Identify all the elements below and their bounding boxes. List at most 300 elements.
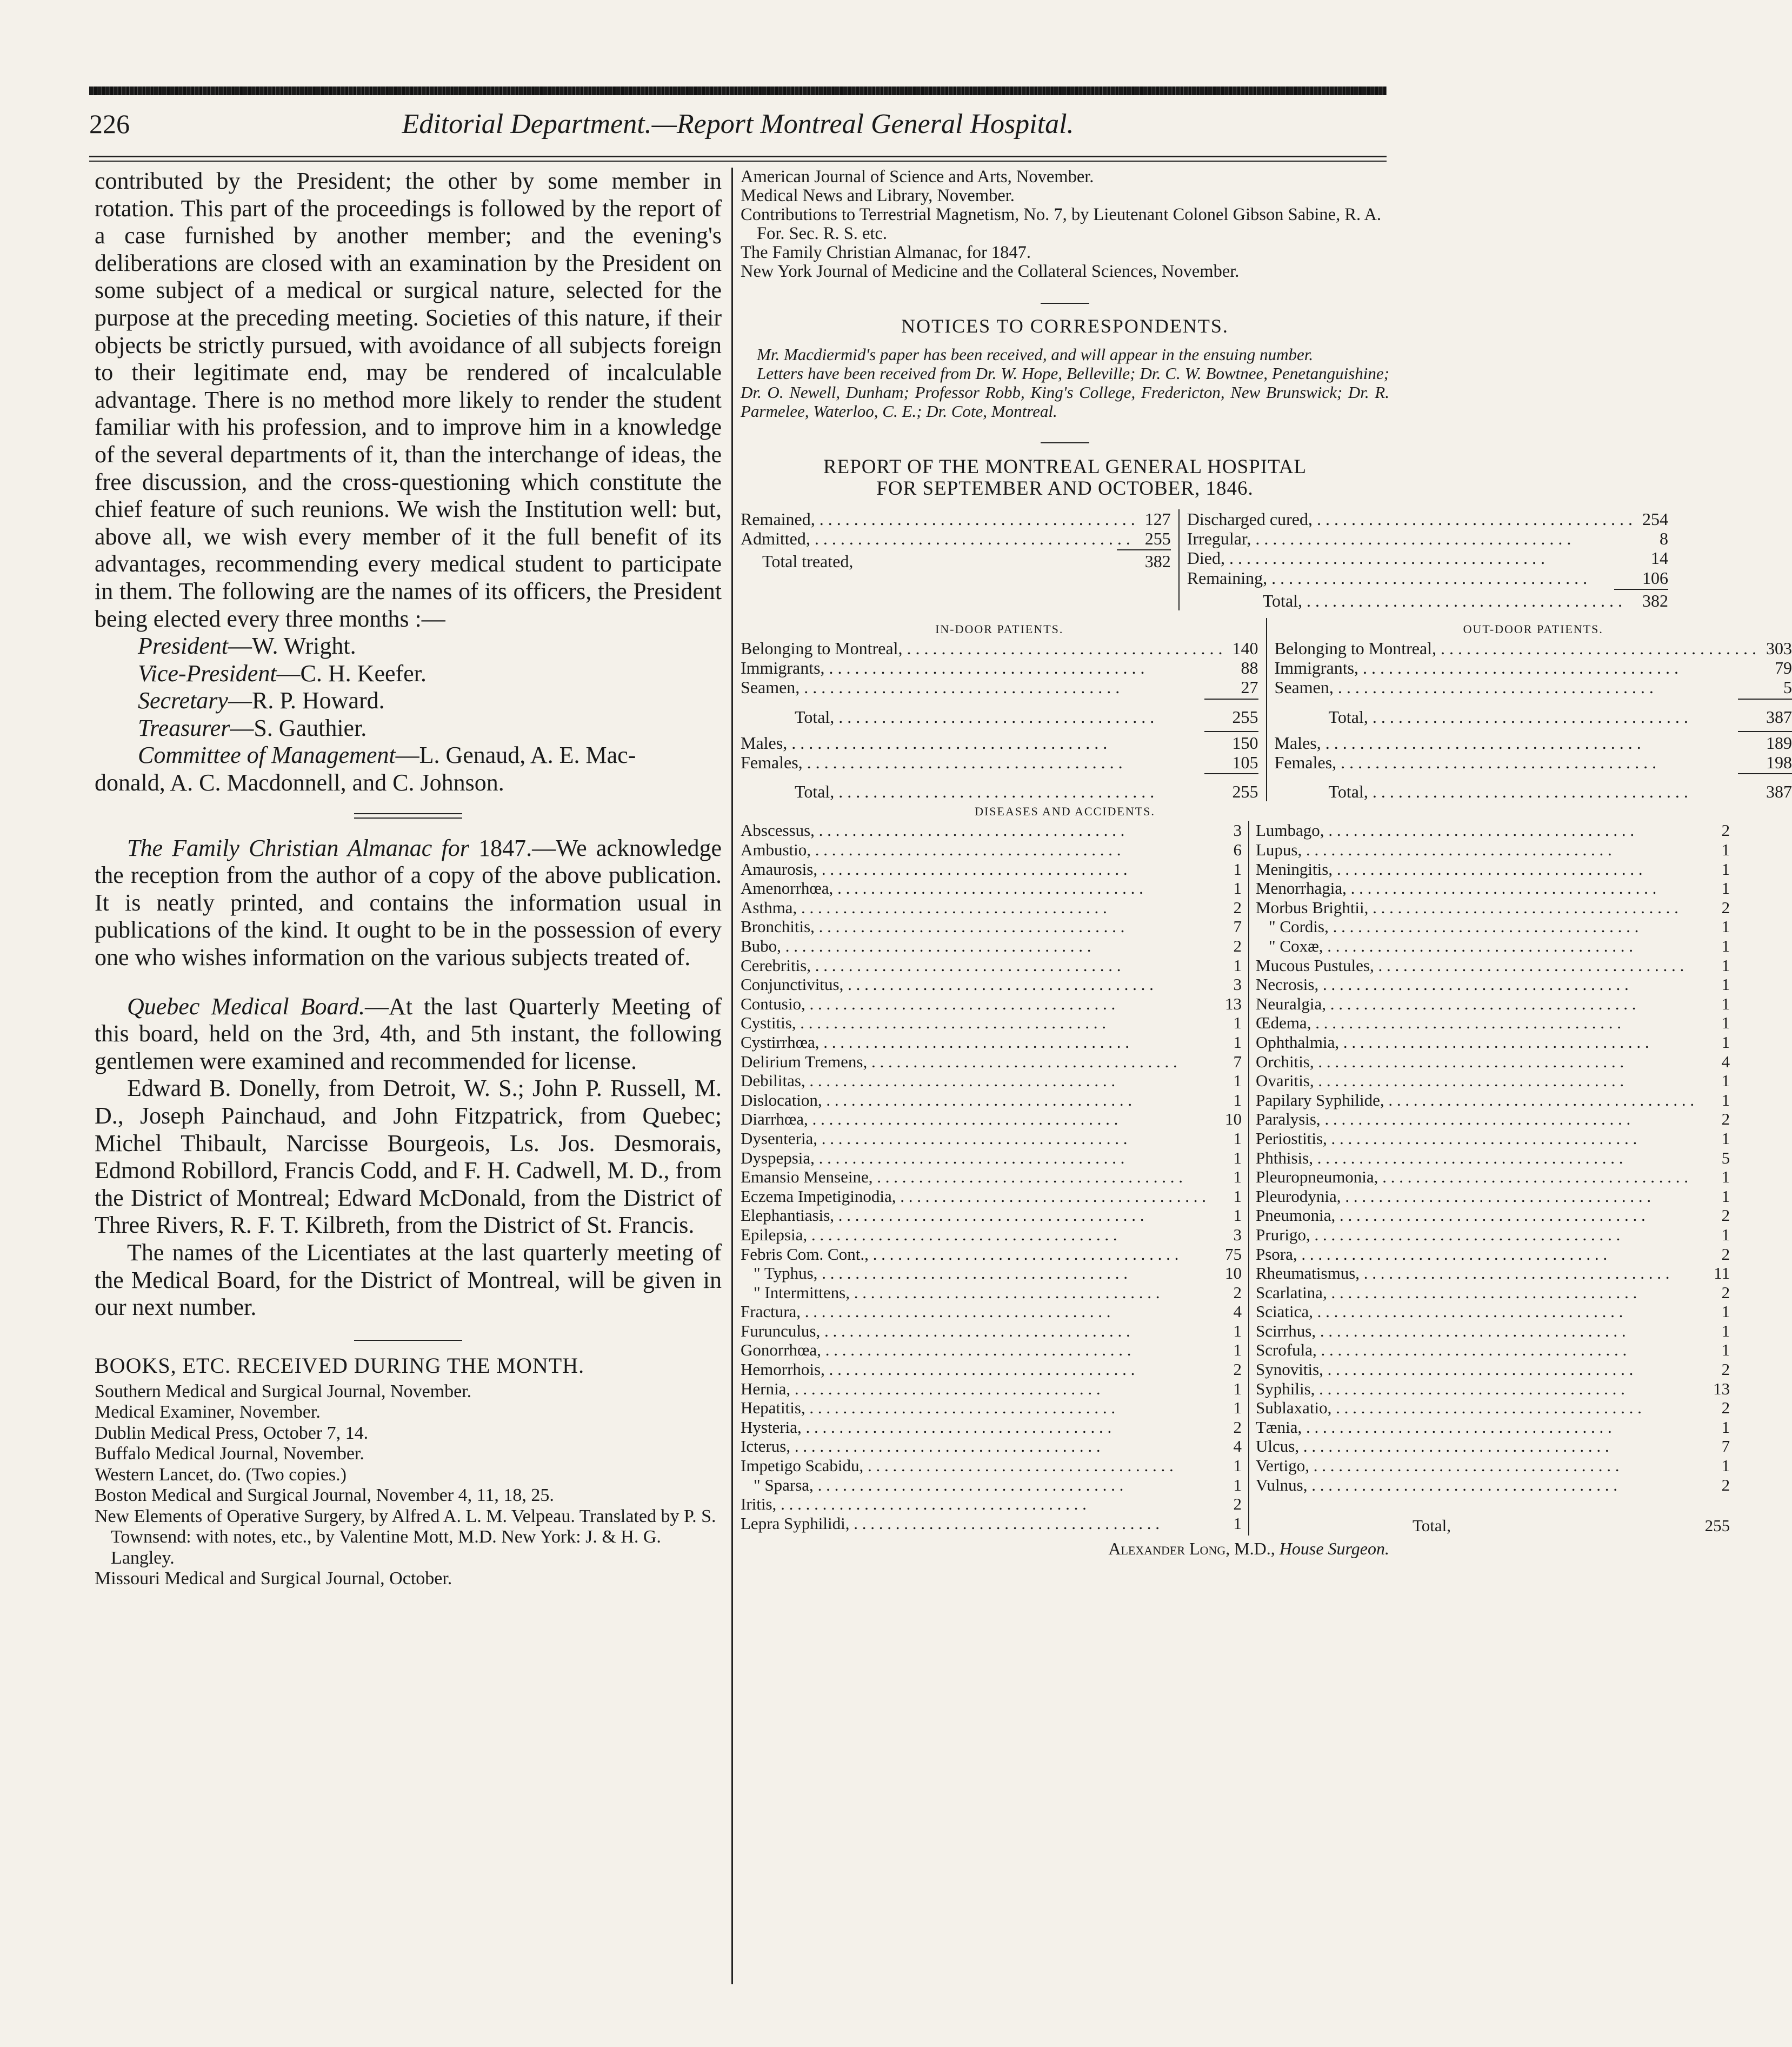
table-row: [1256, 1013, 1730, 1033]
officer-name: —S. Gauthier.: [230, 714, 367, 741]
row-label: Lupus, . . .: [1256, 840, 1694, 860]
row-label: Remaining, . . .: [1187, 568, 1633, 588]
row-value: 105: [1232, 753, 1258, 773]
row-value: 1: [1233, 879, 1242, 898]
row-label: Amaurosis, . . .: [741, 860, 1206, 879]
books-list: [95, 1381, 722, 1590]
row-value: 387: [1766, 782, 1792, 802]
diseases-right: [1249, 821, 1730, 1535]
row-label: Ovaritis, . . .: [1256, 1071, 1694, 1091]
table-row: [1187, 529, 1668, 548]
row-value: 189: [1766, 733, 1792, 753]
table-row: [1256, 1187, 1730, 1206]
row-label: Tænia, . . .: [1256, 1418, 1694, 1437]
row-value: 2: [1721, 1398, 1730, 1418]
table-row: [1256, 1129, 1730, 1148]
table-row: [1256, 975, 1730, 994]
row-value: 1: [1721, 1090, 1730, 1109]
almanac-paragraph: [95, 835, 722, 972]
table-row: [1256, 1245, 1730, 1264]
book-entry: Western Lancet, do. (Two copies.): [95, 1464, 347, 1485]
table-row: [741, 1071, 1242, 1091]
row-label: Asthma, . . .: [741, 898, 1206, 918]
row-value: 1: [1721, 1186, 1730, 1206]
row-label: Dysenteria, . . .: [741, 1129, 1206, 1148]
table-row: [1275, 677, 1792, 697]
surgeon-role: House Surgeon.: [1275, 1538, 1389, 1558]
row-label: Paralysis, . . .: [1256, 1109, 1694, 1129]
row-label: Vulnus, . . .: [1256, 1476, 1694, 1495]
table-row: [741, 1476, 1242, 1495]
officer-name: —R. P. Howard.: [228, 687, 385, 714]
row-value: 1: [1721, 1340, 1730, 1360]
row-value: 1: [1233, 1013, 1242, 1033]
row-label: Bronchitis, . . .: [741, 917, 1206, 936]
table-row: [741, 1167, 1242, 1187]
row-value: 255: [1232, 707, 1258, 727]
almanac-text: —We acknowledge the reception from the author of a copy of the above publication. It is neatly printed, and contains the information usual in publications of the kind. It ought to be in the possession of every one who wishes information on the various subjects treated of.: [95, 834, 722, 971]
indoor-heading: IN-DOOR PATIENTS.: [935, 622, 1064, 636]
row-value: 1: [1721, 1128, 1730, 1148]
officer-role: Committee of Management: [138, 742, 396, 769]
row-value: 3: [1233, 975, 1242, 994]
row-label: " Intermittens, . . .: [741, 1283, 1206, 1302]
row-label: " Typhus, . . .: [741, 1264, 1206, 1283]
almanac-year: 1847.: [469, 834, 532, 861]
table-row: [741, 1052, 1242, 1072]
row-value: 6: [1233, 840, 1242, 860]
row-label: Icterus, . . .: [741, 1437, 1206, 1456]
table-row: [741, 917, 1242, 936]
officer-name: —C. H. Keefer.: [276, 660, 427, 687]
row-label: Cystitis, . . .: [741, 1013, 1206, 1033]
table-row: [1256, 1091, 1730, 1110]
row-value: 1: [1233, 1340, 1242, 1360]
row-label: Lepra Syphilidi, . . .: [741, 1514, 1206, 1533]
row-label: Fractura, . . .: [741, 1302, 1206, 1321]
table-row: [1256, 898, 1730, 918]
outdoor-sex-total-row: [1275, 782, 1792, 801]
row-label: Admitted, . . .: [741, 529, 1135, 548]
book-entry: Medical Examiner, November.: [95, 1402, 321, 1423]
row-label: Scirrhus, . . .: [1256, 1321, 1694, 1341]
row-label: Pneumonia, . . .: [1256, 1206, 1694, 1225]
running-title: Editorial Department.—Report Montreal General Hospital.: [402, 109, 1074, 139]
report-title-line1: REPORT OF THE MONTREAL GENERAL HOSPITAL: [823, 456, 1307, 478]
book-entry: Dublin Medical Press, October 7, 14.: [95, 1423, 369, 1443]
table-row: [741, 1148, 1242, 1168]
table-row: [1275, 733, 1792, 753]
row-label: Synovitis, . . .: [1256, 1360, 1694, 1379]
table-row: [1256, 1206, 1730, 1225]
row-value: 2: [1721, 1475, 1730, 1494]
table-row: [1256, 821, 1730, 840]
officer-role: Vice-President: [138, 660, 277, 687]
row-label: Diarrhœa, . . .: [741, 1109, 1206, 1129]
almanac-title: The Family Christian Almanac for: [127, 834, 469, 861]
licentiates-paragraph: Edward B. Donelly, from Detroit, W. S.; John P. Russell, M. D., Joseph Painchaud, and John Fitzpatrick, from Quebec; Michel Thibault, Narcisse Bourgeois, Ls. Jos. Desmorais, Edmond Robillord, Francis Codd, and F. H. Cadwell, M. D., from the District of Montreal; Edward McDonald, from the District of Three Rivers, R. F. T. Kilbreth, from the District of St. Francis.: [95, 1075, 722, 1239]
row-label: Males, . . .: [1275, 733, 1757, 753]
row-value: 8: [1659, 529, 1668, 549]
row-value: 1: [1233, 1167, 1242, 1187]
row-label: Dyspepsia, . . .: [741, 1148, 1206, 1168]
table-row: [741, 1340, 1242, 1360]
row-label: Irregular, . . .: [1187, 529, 1633, 548]
table-row: [1256, 860, 1730, 879]
row-value: 1: [1233, 1398, 1242, 1418]
table-row: [741, 840, 1242, 860]
row-value: 13: [1713, 1379, 1730, 1398]
row-value: 27: [1241, 677, 1258, 697]
table-row: [1275, 658, 1792, 677]
officer-line: [95, 633, 722, 660]
row-label: Scarlatina, . . .: [1256, 1283, 1694, 1302]
page-number: 226: [89, 109, 130, 139]
right-column: [741, 167, 1792, 1559]
notice-paragraph: [741, 345, 1389, 364]
next-number-paragraph: The names of the Licentiates at the last quarterly meeting of the Medical Board, for the District of Montreal, will be given in our next number.: [95, 1239, 722, 1321]
row-label: Total, . . .: [1241, 591, 1633, 610]
row-value: 198: [1766, 753, 1792, 773]
table-row: [1256, 1321, 1730, 1341]
letters-text: Letters have been received from Dr. W. Hope, Belleville; Dr. C. W. Bowtnee, Penetanguishine; Dr. O. Newell, Dunham; Professor Robb, King's College, Fredericton, New Brunswick; Dr. R. Parmelee, Waterloo, C. E.; Dr. Cote, Montreal.: [741, 364, 1389, 421]
section-separator: [1041, 442, 1089, 443]
row-value: 1: [1721, 1032, 1730, 1052]
row-value: 2: [1233, 1282, 1242, 1302]
row-value: 1: [1721, 1225, 1730, 1244]
table-row: [741, 753, 1258, 772]
table-row: [1256, 1398, 1730, 1418]
officer-line: [95, 742, 722, 769]
table-row: [1256, 1360, 1730, 1379]
total-treated-row: [741, 551, 1171, 571]
row-label: Cerebritis, . . .: [741, 956, 1206, 975]
book-entry: Southern Medical and Surgical Journal, November.: [95, 1381, 472, 1401]
table-row: [741, 879, 1242, 898]
table-row: [1256, 1476, 1730, 1495]
row-value: 382: [1144, 551, 1171, 571]
officer-name: —W. Wright.: [228, 633, 356, 660]
sum-rule: [1204, 731, 1258, 732]
table-row: [741, 1437, 1242, 1456]
row-label: Pleurodynia, . . .: [1256, 1187, 1694, 1206]
row-value: 5: [1721, 1148, 1730, 1167]
row-label: " Sparsa, . . .: [741, 1476, 1206, 1495]
row-label: " Coxæ, . . .: [1256, 936, 1694, 956]
row-label: Orchitis, . . .: [1256, 1052, 1694, 1072]
row-label: Conjunctivitus, . . .: [741, 975, 1206, 994]
publication-entry: The Family Christian Almanac, for 1847.: [741, 243, 1031, 262]
diseases-total-row: [1256, 1516, 1730, 1536]
table-row: [741, 1013, 1242, 1033]
table-row: [741, 529, 1171, 548]
row-label: Scrofula, . . .: [1256, 1340, 1694, 1360]
board-title: Quebec Medical Board.: [127, 993, 365, 1020]
section-separator: [354, 1340, 462, 1341]
row-value: 255: [1144, 529, 1171, 549]
row-value: 1: [1721, 1456, 1730, 1476]
outdoor-heading: OUT-DOOR PATIENTS.: [1463, 622, 1603, 636]
decorative-top-rule: [89, 87, 1387, 95]
table-row: [1256, 917, 1730, 936]
row-value: 1: [1721, 840, 1730, 860]
row-label: Prurigo, . . .: [1256, 1225, 1694, 1245]
row-label: Rheumatismus, . . .: [1256, 1264, 1694, 1283]
outdoor-block: [1267, 618, 1792, 801]
table-row: [741, 1360, 1242, 1379]
row-value: 1: [1721, 975, 1730, 994]
table-row: [741, 1109, 1242, 1129]
officer-role: Treasurer: [138, 714, 230, 741]
indoor-total-row: [741, 707, 1258, 727]
row-value: 1: [1721, 917, 1730, 936]
table-row: [1256, 936, 1730, 956]
row-label: Debilitas, . . .: [741, 1071, 1206, 1091]
row-value: 150: [1232, 733, 1258, 753]
row-value: 11: [1714, 1264, 1730, 1283]
row-value: 1: [1721, 1167, 1730, 1187]
table-row: [741, 1033, 1242, 1052]
row-value: 1: [1233, 1321, 1242, 1340]
row-label: Belonging to Montreal, . . .: [741, 639, 1223, 658]
row-value: 1: [1233, 1475, 1242, 1494]
row-value: 106: [1642, 568, 1668, 588]
row-value: 1: [1233, 1513, 1242, 1533]
left-column: [95, 168, 722, 1590]
row-label: Immigrants, . . .: [1275, 658, 1757, 677]
table-row: [741, 1398, 1242, 1418]
row-label: Delirium Tremens, . . .: [741, 1052, 1206, 1072]
row-label: Febris Com. Cont., . . .: [741, 1245, 1206, 1264]
table-row: [1187, 548, 1668, 568]
row-value: 1: [1233, 859, 1242, 879]
patients-table: [741, 618, 1792, 802]
row-label: Epilepsia, . . .: [741, 1225, 1206, 1245]
header-rule: [89, 156, 1387, 162]
row-label: Sciatica, . . .: [1256, 1302, 1694, 1321]
row-label: Vertigo, . . .: [1256, 1456, 1694, 1476]
table-row: [741, 936, 1242, 956]
row-label: Ulcus, . . .: [1256, 1437, 1694, 1456]
row-value: 7: [1233, 917, 1242, 936]
row-label: Necrosis, . . .: [1256, 975, 1694, 994]
table-row: [741, 1321, 1242, 1341]
table-row: [741, 1379, 1242, 1399]
officers-list: [95, 633, 722, 769]
row-value: 4: [1721, 1052, 1730, 1071]
row-label: Seamen, . . .: [1275, 677, 1757, 697]
table-row: [741, 733, 1258, 753]
row-value: 1: [1233, 955, 1242, 975]
row-value: 2: [1721, 1109, 1730, 1129]
row-label: Elephantiasis, . . .: [741, 1206, 1206, 1225]
row-label: Periostitis, . . .: [1256, 1129, 1694, 1148]
table-row: [1256, 1225, 1730, 1245]
row-value: 14: [1650, 548, 1668, 568]
summary-right: [1180, 509, 1668, 610]
row-label: Hemorrhois, . . .: [741, 1360, 1206, 1379]
table-row: [1275, 639, 1792, 658]
page-header: [89, 105, 1387, 149]
table-row: [1256, 1302, 1730, 1321]
row-label: Dislocation, . . .: [741, 1091, 1206, 1110]
row-value: 2: [1721, 1244, 1730, 1264]
table-row: [741, 1129, 1242, 1148]
board-paragraph: [95, 993, 722, 1075]
row-value: 382: [1642, 590, 1668, 610]
row-label: Iritis, . . .: [741, 1494, 1206, 1514]
row-value: 7: [1721, 1437, 1730, 1456]
row-label: Bubo, . . .: [741, 936, 1206, 956]
publication-entry: Medical News and Library, November.: [741, 186, 1015, 205]
table-row: [741, 1514, 1242, 1533]
table-row: [741, 1264, 1242, 1283]
row-value: 1: [1721, 1302, 1730, 1321]
table-row: [741, 1187, 1242, 1206]
sum-rule: [1738, 773, 1792, 774]
row-value: 1: [1721, 994, 1730, 1013]
table-row: [1256, 1456, 1730, 1476]
row-value: 88: [1241, 658, 1258, 678]
publications-list: [741, 168, 1389, 281]
row-label: Total,: [1413, 1516, 1451, 1536]
row-value: 1: [1233, 1186, 1242, 1206]
officer-line: [95, 715, 722, 742]
row-value: 3: [1233, 821, 1242, 840]
row-value: 4: [1233, 1302, 1242, 1321]
table-row: [741, 975, 1242, 994]
row-label: Phthisis, . . .: [1256, 1148, 1694, 1168]
row-value: 13: [1225, 994, 1242, 1013]
table-row: [1256, 1437, 1730, 1456]
row-value: 75: [1225, 1244, 1242, 1264]
row-label: Abscessus, . . .: [741, 821, 1206, 840]
row-value: 255: [1232, 782, 1258, 802]
row-label: Cystirrhœa, . . .: [741, 1033, 1206, 1052]
table-row: [1256, 1071, 1730, 1091]
row-label: Ophthalmia, . . .: [1256, 1033, 1694, 1052]
officer-role: Secretary: [138, 687, 228, 714]
row-value: 1: [1233, 1032, 1242, 1052]
table-row: [1256, 1167, 1730, 1187]
row-value: 127: [1144, 509, 1171, 529]
table-row: [741, 956, 1242, 975]
row-value: 1: [1721, 1013, 1730, 1033]
row-value: 2: [1721, 1282, 1730, 1302]
row-label: Males, . . .: [741, 733, 1223, 753]
notice-text: Mr. Macdiermid's paper has been received, and will appear in the ensuing number.: [757, 345, 1314, 364]
row-value: 7: [1233, 1052, 1242, 1071]
table-row: [741, 994, 1242, 1014]
row-label: Belonging to Montreal, . . .: [1275, 639, 1757, 658]
table-row: [741, 509, 1171, 529]
row-label: Sublaxatio, . . .: [1256, 1398, 1694, 1418]
row-value: 2: [1233, 1494, 1242, 1514]
row-label: Eczema Impetiginodia, . . .: [741, 1187, 1206, 1206]
row-label: Discharged cured, . . .: [1187, 509, 1633, 529]
table-row: [1256, 1148, 1730, 1168]
row-label: Hepatitis, . . .: [741, 1398, 1206, 1418]
row-value: 2: [1233, 1417, 1242, 1437]
row-label: Total, . . .: [773, 707, 1223, 727]
row-label: Females, . . .: [741, 753, 1223, 772]
row-label: Immigrants, . . .: [741, 658, 1223, 677]
indoor-block: [741, 618, 1267, 801]
notices-title: NOTICES TO CORRESPONDENTS.: [901, 315, 1229, 337]
row-value: 303: [1766, 639, 1792, 659]
section-separator: [1041, 303, 1089, 304]
row-value: 387: [1766, 707, 1792, 727]
book-entry: Missouri Medical and Surgical Journal, October.: [95, 1569, 452, 1589]
table-row: [741, 1418, 1242, 1437]
row-value: 2: [1233, 898, 1242, 917]
row-label: Gonorrhœa, . . .: [741, 1340, 1206, 1360]
officers-continuation: donald, A. C. Macdonnell, and C. Johnson.: [95, 769, 504, 796]
indoor-sex-total-row: [741, 782, 1258, 801]
sum-rule: [1204, 699, 1258, 700]
table-row: [1256, 1264, 1730, 1283]
row-value: 2: [1721, 898, 1730, 917]
row-label: Ambustio, . . .: [741, 840, 1206, 860]
publication-entry: American Journal of Science and Arts, November.: [741, 167, 1094, 187]
row-value: 2: [1721, 821, 1730, 840]
officer-role: President: [138, 633, 228, 660]
officer-name: —L. Genaud, A. E. Mac-: [395, 742, 636, 769]
row-label: Morbus Brightii, . . .: [1256, 898, 1694, 918]
row-label: Syphilis, . . .: [1256, 1379, 1694, 1399]
row-value: 1: [1233, 1206, 1242, 1225]
row-value: 79: [1775, 658, 1792, 678]
sum-rule: [1738, 731, 1792, 732]
row-value: 2: [1721, 1360, 1730, 1379]
row-value: 255: [1704, 1516, 1730, 1536]
row-value: 2: [1721, 1206, 1730, 1225]
publication-entry: New York Journal of Medicine and the Collateral Sciences, November.: [741, 262, 1240, 281]
report-title-line2: FOR SEPTEMBER AND OCTOBER, 1846.: [876, 477, 1254, 500]
sum-rule: [1738, 699, 1792, 700]
row-label: Papilary Syphilide, . . .: [1256, 1091, 1694, 1110]
table-row: [741, 639, 1258, 658]
row-label: Contusio, . . .: [741, 994, 1206, 1014]
row-label: Total treated,: [762, 551, 854, 571]
row-value: 1: [1233, 1128, 1242, 1148]
column-divider: [731, 168, 733, 1984]
row-label: Furunculus, . . .: [741, 1321, 1206, 1341]
row-value: 1: [1721, 936, 1730, 955]
sum-rule: [1117, 549, 1171, 550]
row-value: 10: [1225, 1264, 1242, 1283]
row-label: Lumbago, . . .: [1256, 821, 1694, 840]
book-entry: New Elements of Operative Surgery, by Alfred A. L. M. Velpeau. Translated by P. S. Townsend: with notes, etc., by Valentine Mott, M.D. New York: J. & H. G. Langley.: [95, 1506, 716, 1568]
row-label: Remained, . . .: [741, 509, 1135, 529]
table-row: [741, 1494, 1242, 1514]
table-row: [741, 1456, 1242, 1476]
outdoor-total-row: [1275, 707, 1792, 727]
table-row: [1256, 956, 1730, 975]
table-row: [1275, 753, 1792, 772]
letters-paragraph: [741, 364, 1389, 421]
table-row: [1256, 1340, 1730, 1360]
row-label: Menorrhagia, . . .: [1256, 879, 1694, 898]
diseases-heading: DISEASES AND ACCIDENTS.: [975, 805, 1155, 819]
row-label: Neuralgia, . . .: [1256, 994, 1694, 1014]
table-row: [1256, 840, 1730, 860]
row-label: Emansio Menseine, . . .: [741, 1167, 1206, 1187]
row-value: 1: [1233, 1456, 1242, 1476]
sum-rule: [1204, 773, 1258, 774]
table-row: [741, 1283, 1242, 1302]
row-value: 2: [1233, 1360, 1242, 1379]
